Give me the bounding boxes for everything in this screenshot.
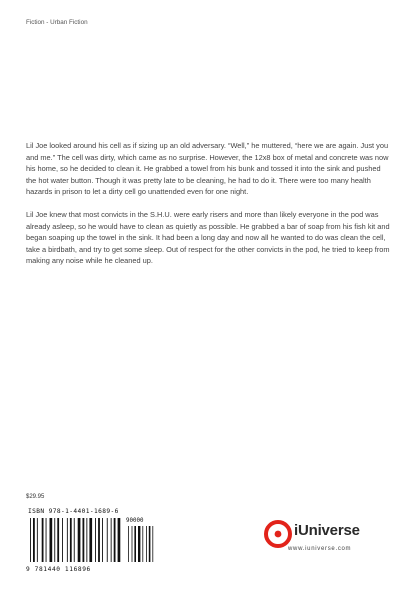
publisher-name: iUniverse xyxy=(294,522,360,539)
publisher-logo xyxy=(264,520,394,570)
back-cover-blurb xyxy=(26,140,390,278)
barcode-addon-number: 90000 xyxy=(126,518,144,524)
barcode-block xyxy=(26,508,160,574)
barcode-icon xyxy=(26,518,160,566)
barcode-ean-number: 9 781440 116896 xyxy=(26,566,91,573)
genre-label: Fiction - Urban Fiction xyxy=(26,19,88,26)
isbn-number: ISBN 978-1-4401-1689-6 xyxy=(28,508,119,515)
publisher-url[interactable]: www.iuniverse.com xyxy=(288,546,352,552)
price-label: $29.95 xyxy=(26,494,45,500)
blurb-paragraph-1: Lil Joe looked around his cell as if sizing up an old adversary. “Well,” he muttered, “here we are again. Just you and me.” The cell was dirty, which came as no surprise. However, the 12x8 box of metal and concrete was now his home, so he decided to clean it. He grabbed a towel from his bunk and tossed it into the sink and pushed the hot water button. Though it was pretty late to be cleaning, he had to do it. There were too many health hazards in prison to let a dirty cell go unattended even for one night. xyxy=(26,141,389,197)
blurb-paragraph-2: Lil Joe knew that most convicts in the S.H.U. were early risers and more than likely everyone in the pod was already asleep, so he would have to clean as quietly as possible. He grabbed a bar of soap from his fish kit and began soaping up the towel in the sink. It had been a long day and now all he wanted to do was clean the cell, take a birdbath, and try to get some sleep. Out of respect for the other convicts in the pod, he tried to keep from making any noise while he cleaned up. xyxy=(26,209,390,266)
iuniverse-swirl-icon xyxy=(264,520,292,548)
